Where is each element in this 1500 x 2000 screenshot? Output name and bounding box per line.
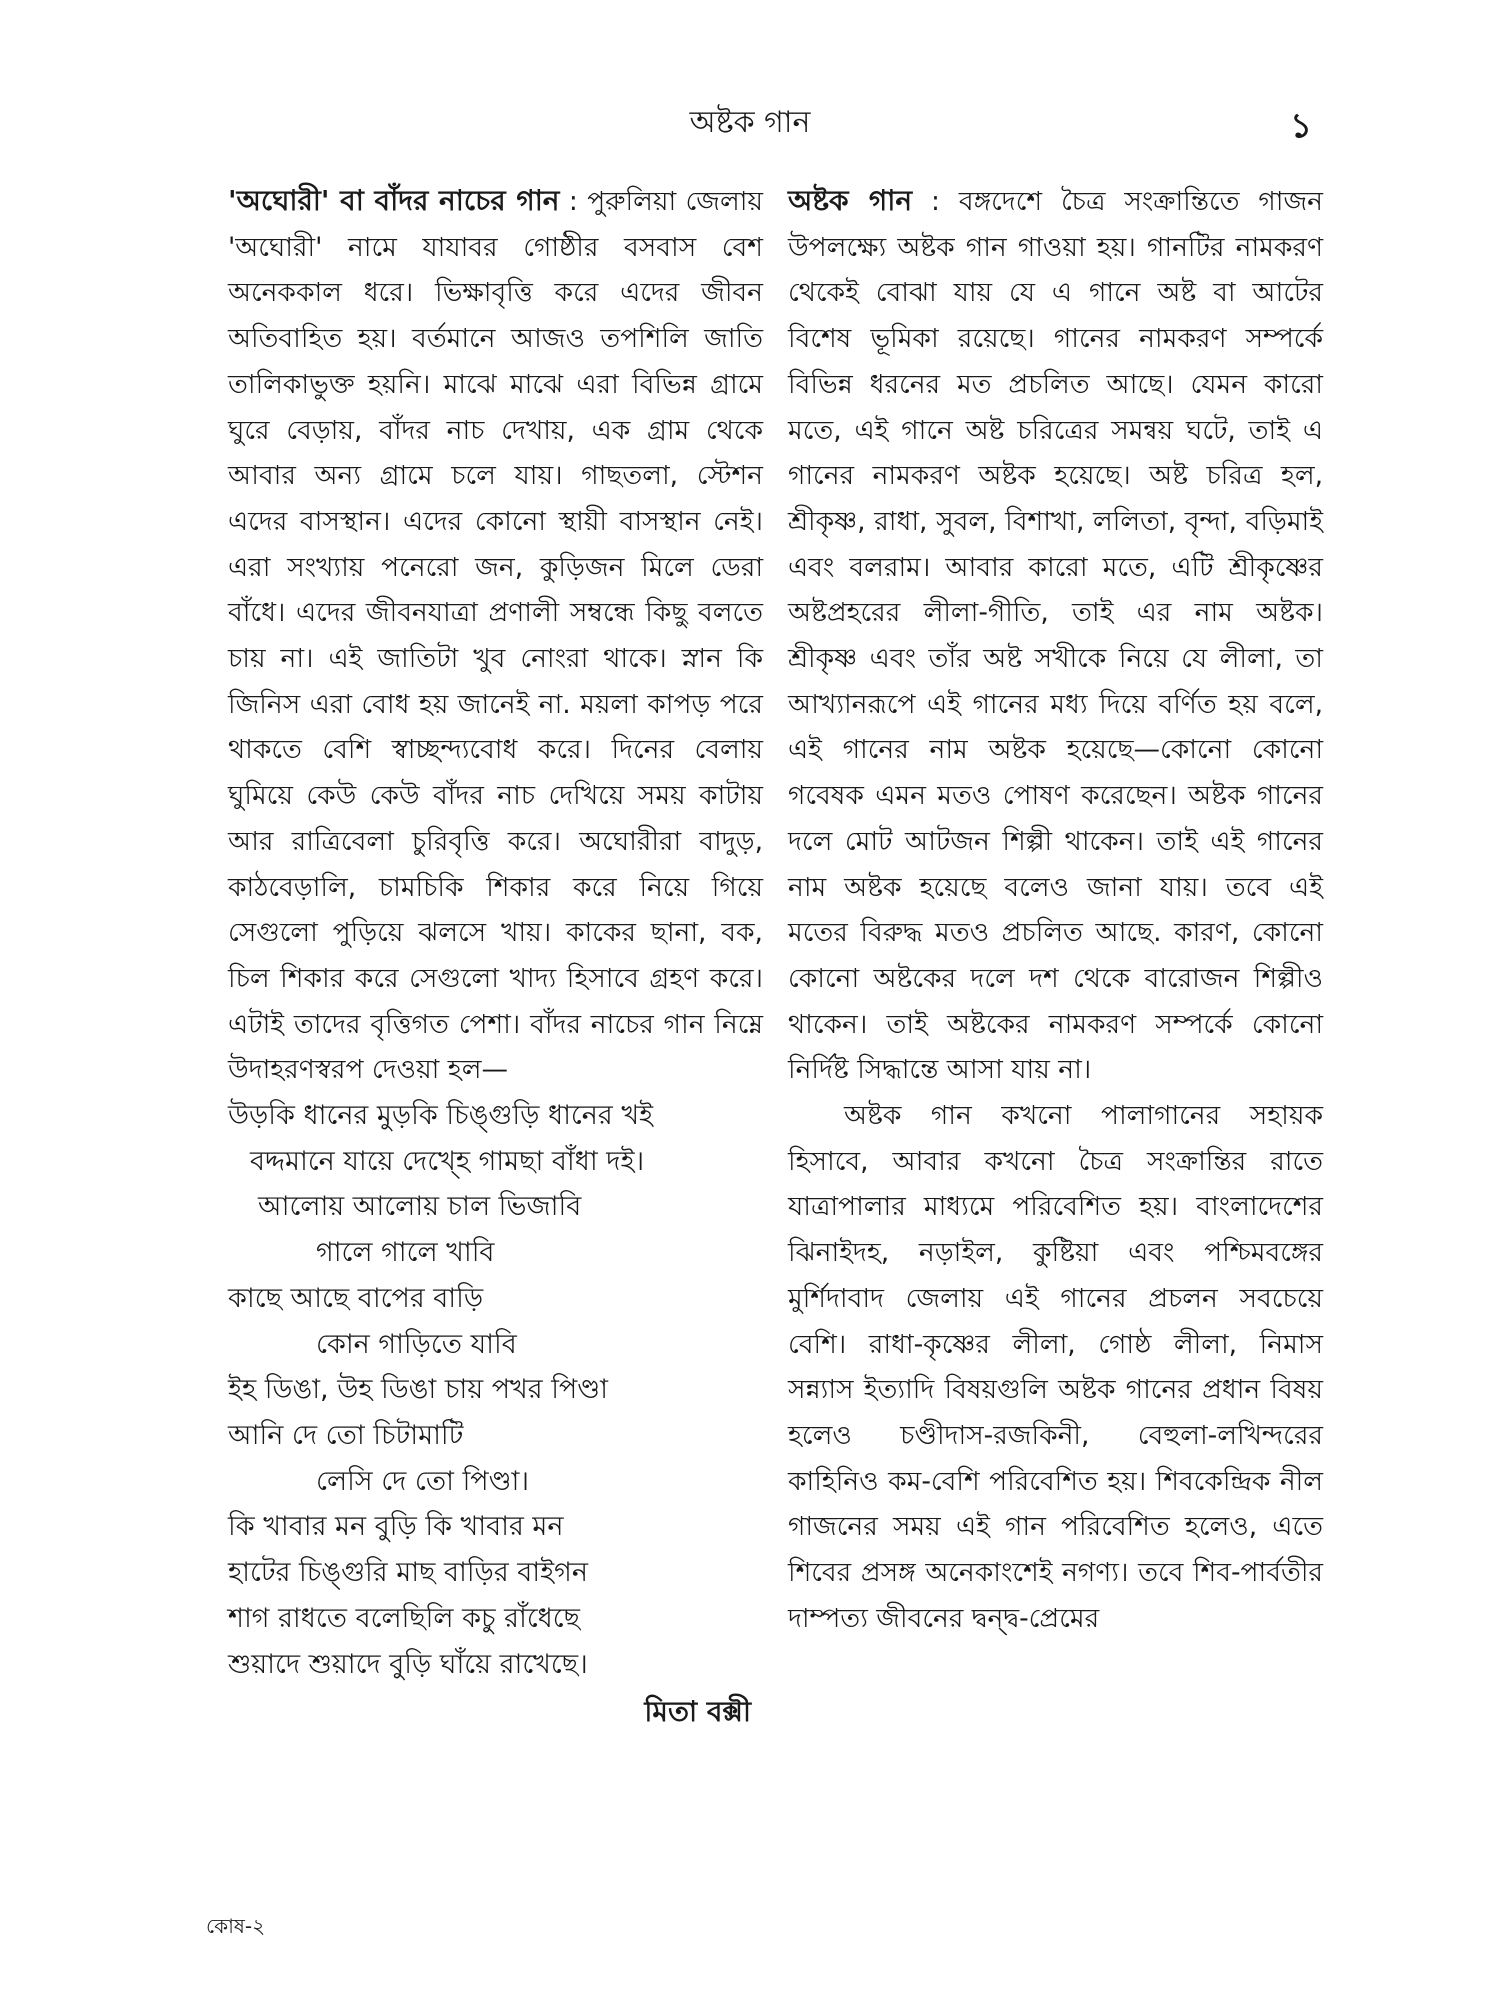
lyric-line: আলোয় আলোয় চাল ভিজাবি — [258, 1191, 582, 1223]
lyric-line: কাছে আছে বাপের বাড়ি — [228, 1282, 484, 1314]
entry-body: বঙ্গদেশে চৈত্র সংক্রান্তিতে গাজন উপলক্ষ্যে অষ্টক গান গাওয়া হয়। গানটির নামকরণ থেকেই বোঝা যায় যে এ গানে অষ্ট বা আটের বিশেষ ভূমিকা রয়েছে। গানের নামকরণ সম্পর্কে বিভিন্ন ধরনের মত প্রচলিত আছে। যেমন কারো মতে, এই গানে অষ্ট চরিত্রের সমন্বয় ঘটে, তাই এ গানের নামকরণ অষ্টক হয়েছে। অষ্ট চরিত্র হল, শ্রীকৃষ্ণ, রাধা, সুবল, বিশাখা, ললিতা, বৃন্দা, বড়িমাই এবং বলরাম। আবার কারো মতে, এটি শ্রীকৃষ্ণের অষ্টপ্রহরের লীলা-গীতি, তাই এর নাম অষ্টক। শ্রীকৃষ্ণ এবং তাঁর অষ্ট সখীকে নিয়ে যে লীলা, তা আখ্যানরূপে এই গানের মধ্য দিয়ে বর্ণিত হয় বলে, এই গানের নাম অষ্টক হয়েছে—কোনো কোনো গবেষক এমন মতও পোষণ করেছেন। অষ্টক গানের দলে মোট আটজন শিল্পী থাকেন। তাই এই গানের নাম অষ্টক হয়েছে বলেও জানা যায়। তবে এই মতের বিরুদ্ধ মতও প্রচলিত আছে. কারণ, কোনো কোনো অষ্টকের দলে দশ থেকে বারোজন শিল্পীও থাকেন। তাই অষ্টকের নামকরণ সম্পর্কে কোনো নির্দিষ্ট সিদ্ধান্তে আসা যায় না। — [788, 186, 1323, 1086]
lyric-line: কি খাবার মন বুড়ি কি খাবার মন — [228, 1511, 564, 1543]
entry-ashtak: অষ্টক গান : বঙ্গদেশে চৈত্র সংক্রান্তিতে গাজন উপলক্ষ্যে অষ্টক গান গাওয়া হয়। গানটির নামকরণ থেকেই বোঝা যায় যে এ গানে অষ্ট বা আটের বিশেষ ভূমিকা রয়েছে। গানের নামকরণ সম্পর্কে বিভিন্ন ধরনের মত প্রচলিত আছে। যেমন কারো মতে, এই গানে অষ্ট চরিত্রের সমন্বয় ঘটে, তাই এ গানের নামকরণ অষ্টক হয়েছে। অষ্ট চরিত্র হল, শ্রীকৃষ্ণ, রাধা, সুবল, বিশাখা, ললিতা, বৃন্দা, বড়িমাই এবং বলরাম। আবার কারো মতে, এটি শ্রীকৃষ্ণের অষ্টপ্রহরের লীলা-গীতি, তাই এর নাম অষ্টক। শ্রীকৃষ্ণ এবং তাঁর অষ্ট সখীকে নিয়ে যে লীলা, তা আখ্যানরূপে এই গানের মধ্য দিয়ে বর্ণিত হয় বলে, এই গানের নাম অষ্টক হয়েছে—কোনো কোনো গবেষক এমন মতও পোষণ করেছেন। অষ্টক গানের দলে মোট আটজন শিল্পী থাকেন। তাই এই গানের নাম অষ্টক হয়েছে বলেও জানা যায়। তবে এই মতের বিরুদ্ধ মতও প্রচলিত আছে. কারণ, কোনো কোনো অষ্টকের দলে দশ থেকে বারোজন শিল্পীও থাকেন। তাই অষ্টকের নামকরণ সম্পর্কে কোনো নির্দিষ্ট সিদ্ধান্তে আসা যায় না। — [788, 184, 1323, 1086]
lyric-line: শাগ রাধতে বলেছিলি কচু রাঁধেছে — [228, 1602, 581, 1634]
lyric-line: বদ্দমানে যায়ে দেখ্হে গামছা বাঁধা দই। — [250, 1145, 645, 1177]
left-column — [228, 178, 763, 1735]
song-lyrics — [228, 1093, 763, 1687]
page-number: ১ — [1289, 106, 1312, 146]
entry-body: পুরুলিয়া জেলায় 'অঘোরী' নামে যাযাবর গোষ্ঠীর বসবাস বেশ অনেককাল ধরে। ভিক্ষাবৃত্তি করে এদের জীবন অতিবাহিত হয়। বর্তমানে আজও তপশিলি জাতি তালিকাভুক্ত হয়নি। মাঝে মাঝে এরা বিভিন্ন গ্রামে ঘুরে বেড়ায়, বাঁদর নাচ দেখায়, এক গ্রাম থেকে আবার অন্য গ্রামে চলে যায়। গাছতলা, স্টেশন এদের বাসস্থান। এদের কোনো স্থায়ী বাসস্থান নেই। এরা সংখ্যায় পনেরো জন, কুড়িজন মিলে ডেরা বাঁধে। এদের জীবনযাত্রা প্রণালী সম্বন্ধে কিছু বলতে চায় না। এই জাতিটা খুব নোংরা থাকে। স্নান কি জিনিস এরা বোধ হয় জানেই না. ময়লা কাপড় পরে থাকতে বেশি স্বাচ্ছন্দ্যবোধ করে। দিনের বেলায় ঘুমিয়ে কেউ কেউ বাঁদর নাচ দেখিয়ে সময় কাটায় আর রাত্রিবেলা চুরিবৃত্তি করে। অঘোরীরা বাদুড়, কাঠবেড়ালি, চামচিকি শিকার করে নিয়ে গিয়ে সেগুলো পুড়িয়ে ঝলসে খায়। কাকের ছানা, বক, চিল শিকার করে সেগুলো খাদ্য হিসাবে গ্রহণ করে। এটাই তাদের বৃত্তিগত পেশা। বাঁদর নাচের গান নিম্নে উদাহরণস্বরপ দেওয়া হল— — [228, 186, 763, 1086]
entry-title: অষ্টক গান — [788, 184, 913, 217]
lyric-line: উড়কি ধানের মুড়কি চিঙ্গুড়ি ধানের খই — [228, 1100, 654, 1132]
lyric-line: শুয়াদে শুয়াদে বুড়ি ঘাঁয়ে রাখেছে। — [228, 1648, 588, 1680]
running-header: অষ্টক গান — [689, 105, 811, 140]
lyric-line: গালে গালে খাবি — [316, 1237, 495, 1269]
signature-mark: কোষ-২ — [206, 1914, 266, 1938]
entry-paragraph: অষ্টক গান কখনো পালাগানের সহায়ক হিসাবে, আবার কখনো চৈত্র সংক্রান্তির রাতে যাত্রাপালার মাধ্যমে পরিবেশিত হয়। বাংলাদেশের ঝিনাইদহ, নড়াইল, কুষ্টিয়া এবং পশ্চিমবঙ্গের মুর্শিদাবাদ জেলায় এই গানের প্রচলন সবচেয়ে বেশি। রাধা-কৃষ্ণের লীলা, গোষ্ঠ লীলা, নিমাস সন্ন্যাস ইত্যাদি বিষয়গুলি অষ্টক গানের প্রধান বিষয় হলেও চণ্ডীদাস-রজকিনী, বেহুলা-লখিন্দরের কাহিনিও কম-বেশি পরিবেশিত হয়। শিবকেন্দ্রিক নীল গাজনের সময় এই গান পরিবেশিত হলেও, এতে শিবের প্রসঙ্গ অনেকাংশেই নগণ্য। তবে শিব-পার্বতীর দাম্পত্য জীবনের দ্বন্দ্ব-প্রেমের — [788, 1100, 1323, 1634]
lyric-line: লেসি দে তো পিণ্ডা। — [316, 1465, 529, 1497]
entry-aghori: 'অঘোরী' বা বাঁদর নাচের গান : পুরুলিয়া জেলায় 'অঘোরী' নামে যাযাবর গোষ্ঠীর বসবাস বেশ অনেককাল ধরে। ভিক্ষাবৃত্তি করে এদের জীবন অতিবাহিত হয়। বর্তমানে আজও তপশিলি জাতি তালিকাভুক্ত হয়নি। মাঝে মাঝে এরা বিভিন্ন গ্রামে ঘুরে বেড়ায়, বাঁদর নাচ দেখায়, এক গ্রাম থেকে আবার অন্য গ্রামে চলে যায়। গাছতলা, স্টেশন এদের বাসস্থান। এদের কোনো স্থায়ী বাসস্থান নেই। এরা সংখ্যায় পনেরো জন, কুড়িজন মিলে ডেরা বাঁধে। এদের জীবনযাত্রা প্রণালী সম্বন্ধে কিছু বলতে চায় না। এই জাতিটা খুব নোংরা থাকে। স্নান কি জিনিস এরা বোধ হয় জানেই না. ময়লা কাপড় পরে থাকতে বেশি স্বাচ্ছন্দ্যবোধ করে। দিনের বেলায় ঘুমিয়ে কেউ কেউ বাঁদর নাচ দেখিয়ে সময় কাটায় আর রাত্রিবেলা চুরিবৃত্তি করে। অঘোরীরা বাদুড়, কাঠবেড়ালি, চামচিকি শিকার করে নিয়ে গিয়ে সেগুলো পুড়িয়ে ঝলসে খায়। কাকের ছানা, বক, চিল শিকার করে সেগুলো খাদ্য হিসাবে গ্রহণ করে। এটাই তাদের বৃত্তিগত পেশা। বাঁদর নাচের গান নিম্নে উদাহরণস্বরপ দেওয়া হল— — [228, 184, 763, 1086]
entry-title: 'অঘোরী' বা বাঁদর নাচের গান — [228, 184, 560, 217]
author-credit: মিতা বক্সী — [644, 1695, 751, 1729]
lyric-line: আনি দে তো চিটামাটি — [228, 1419, 464, 1451]
right-column — [788, 178, 1323, 1642]
lyric-line: হাটের চিঙ্গুরি মাছ বাড়ির বাইগন — [228, 1557, 588, 1589]
lyric-line: কোন গাড়িতে যাবি — [316, 1328, 517, 1360]
lyric-line: ইহ ডিঙা, উহ ডিঙা চায় পখর পিণ্ডা — [228, 1374, 608, 1406]
